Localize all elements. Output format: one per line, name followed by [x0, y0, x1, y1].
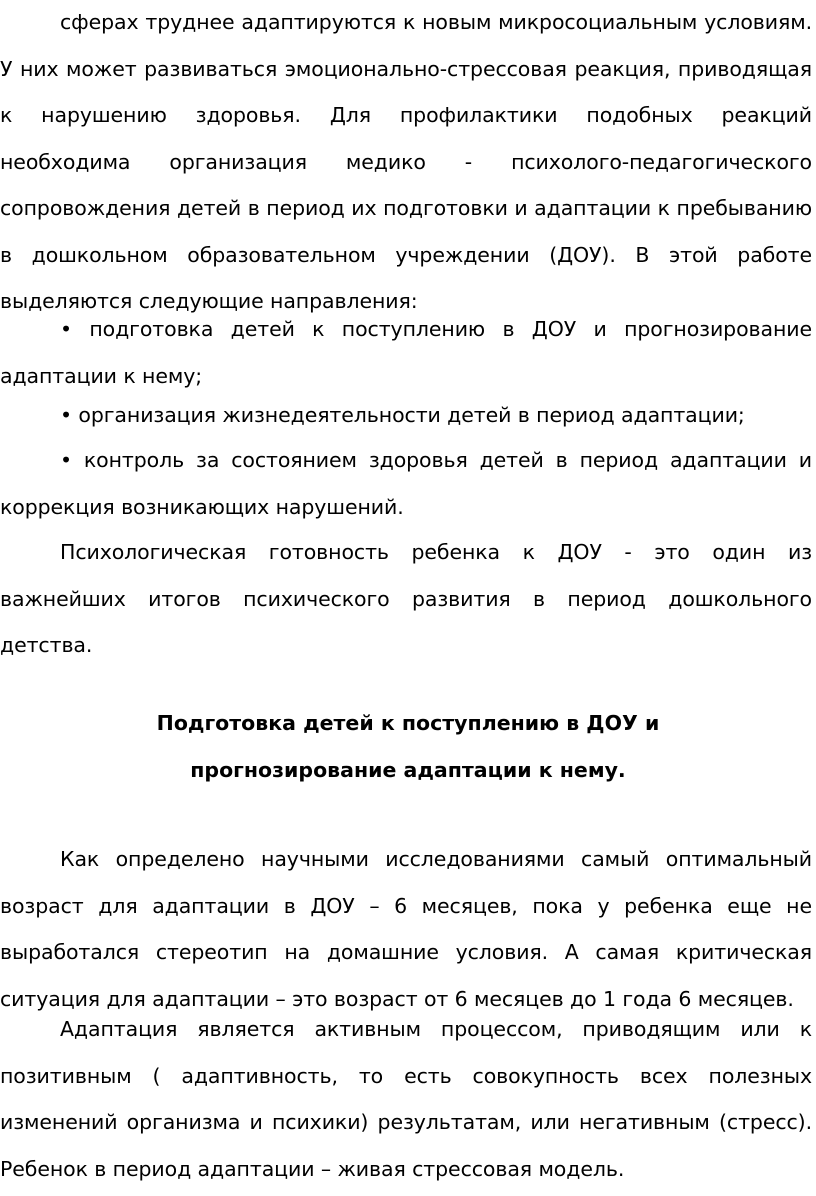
bullet-item-2: • организация жизнедеятельности детей в период адаптации; — [60, 403, 745, 427]
section-heading-line-2: прогнозирование адаптации к нему. — [190, 757, 626, 782]
section-heading — [0, 700, 816, 793]
paragraph-readiness: Психологическая готовность ребенка к ДОУ - это один из важнейших итогов психического развития в период дошкольного детства. — [0, 540, 812, 657]
paragraph-adaptation: Адаптация является активным процессом, приводящим или к позитивным ( адаптивность, то есть совокупность всех полезных изменений организма и психики) результатам, или негативным (стресс). Ребенок в период адаптации – живая стрессовая модель. — [0, 1017, 812, 1181]
section-heading-line-1: Подготовка детей к поступлению в ДОУ и — [156, 711, 660, 735]
bullet-item-3: • контроль за состоянием здоровья детей в период адаптации и коррекция возникающих нарушений. — [0, 448, 812, 519]
paragraph-intro: сферах труднее адаптируются к новым микросоциальным условиям. У них может развиваться эмоционально-стрессовая реакция, приводящая к нарушению здоровья. Для профилактики подобных реакций необходима организация медико - психолого-педагогического сопровождения детей в период их подготовки и адаптации к пребыванию в дошкольном образовательном учреждении (ДОУ). В этой работе выделяются следующие направления: — [0, 10, 812, 313]
paragraph-optimal-age: Как определено научными исследованиями самый оптимальный возраст для адаптации в ДОУ – 6 месяцев, пока у ребенка еще не выработался стереотип на домашние условия. А самая критическая ситуация для адаптации – это возраст от 6 месяцев до 1 года 6 месяцев. — [0, 847, 812, 1011]
bullet-item-1: • подготовка детей к поступлению в ДОУ и прогнозирование адаптации к нему; — [0, 317, 812, 388]
